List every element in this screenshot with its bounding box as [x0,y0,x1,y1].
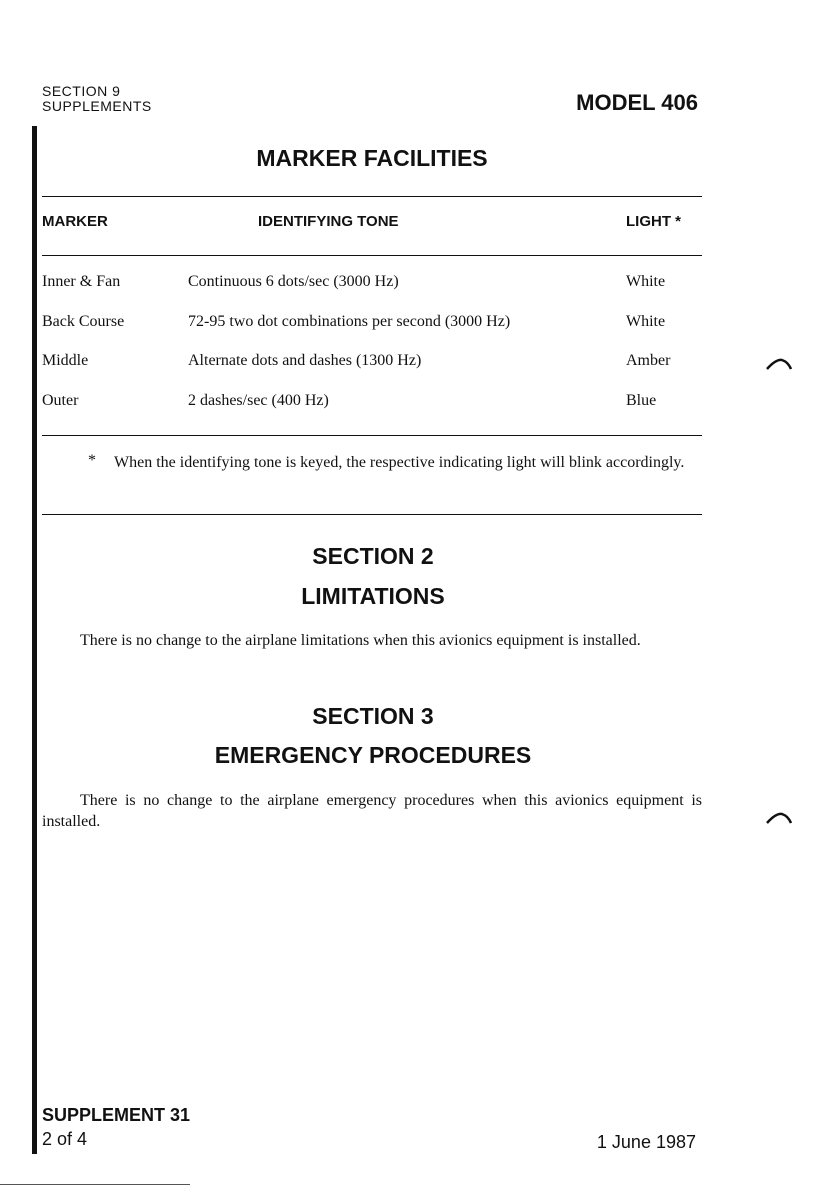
light-cell: White [626,313,666,330]
section3-number: SECTION 3 [312,703,434,729]
footnote-symbol: * [88,452,96,469]
light-cell: Amber [626,352,671,369]
column-header-tone: IDENTIFYING TONE [258,213,399,230]
section2-title: LIMITATIONS [301,583,445,609]
marker-cell: Middle [42,352,89,369]
tone-cell: 72-95 two dot combinations per second (3000 Hz) [188,313,511,330]
column-header-marker: MARKER [42,213,108,230]
footnote-text: When the identifying tone is keyed, the respective indicating light will blink accordingly. [114,454,685,471]
revision-date: 1 June 1987 [596,1132,696,1152]
change-bar [32,126,37,1154]
section-header [42,84,152,114]
marker-cell: Inner & Fan [42,273,121,290]
table-bottom-rule [42,435,702,436]
tone-cell: Continuous 6 dots/sec (3000 Hz) [188,273,399,290]
footnote-rule [42,514,702,515]
margin-mark-icon [766,812,792,824]
marker-cell: Back Course [42,313,125,330]
section3-title: EMERGENCY PROCEDURES [214,742,532,768]
section2-number: SECTION 2 [312,543,434,569]
light-cell: White [626,273,666,290]
page-number: 2 of 4 [42,1129,88,1149]
section-name: SUPPLEMENTS [42,98,152,114]
table-top-rule [42,196,702,197]
light-cell: Blue [626,392,657,409]
column-header-light: LIGHT * [626,213,681,230]
section2-text: There is no change to the airplane limitations when this avionics equipment is installed. [80,632,641,649]
scan-edge-line [0,1184,190,1185]
tone-cell: Alternate dots and dashes (1300 Hz) [188,352,422,369]
marker-cell: Outer [42,392,79,409]
margin-mark-icon [766,358,792,370]
tone-cell: 2 dashes/sec (400 Hz) [188,392,329,409]
header-rule [42,255,702,256]
section-number: SECTION 9 [42,83,121,99]
supplement-label: SUPPLEMENT 31 [42,1105,191,1125]
model-label: MODEL 406 [576,90,698,115]
table-title: MARKER FACILITIES [256,145,488,171]
section3-text: There is no change to the airplane emergency procedures when this avionics equipment is installed. [42,792,702,830]
